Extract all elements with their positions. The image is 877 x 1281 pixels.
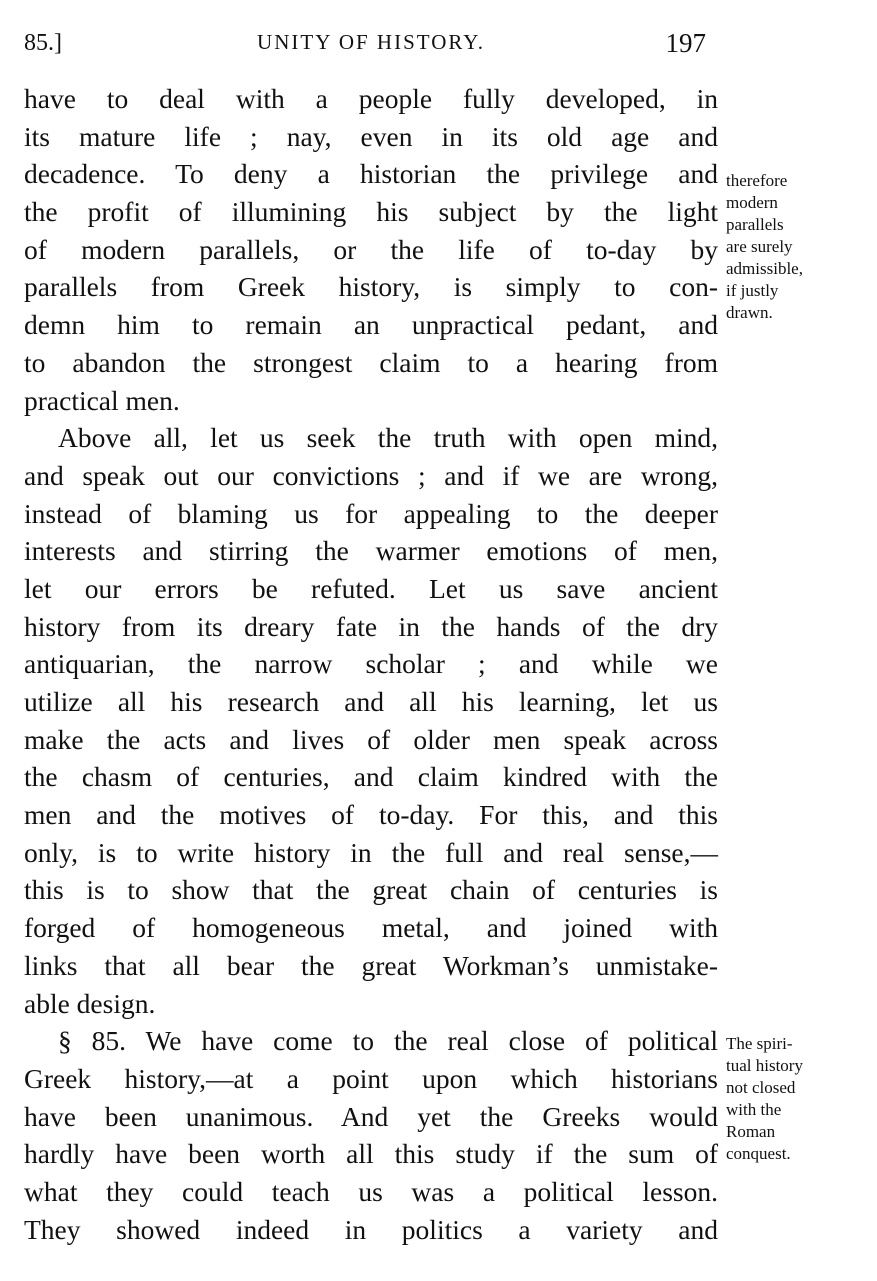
section-marker: 85.] [24,30,62,56]
text-line: practical men. [24,384,180,416]
margin-note-line: not closed [726,1078,796,1097]
text-line: history from its dreary fate in the hands of the dry [24,610,718,642]
text-line: only, is to write history in the full and real sense,— [24,836,718,868]
text-line: and speak out our convictions ; and if we are wrong, [24,459,718,491]
text-line: instead of blaming us for appealing to the deeper [24,497,718,529]
text-line: make the acts and lives of older men speak across [24,723,718,755]
text-line: links that all bear the great Workman’s unmistake- [24,949,718,981]
page-number: 197 [665,28,706,58]
section-start-line: § 85. We have come to the real close of political [58,1025,718,1057]
margin-note-line: parallels [726,215,784,234]
margin-note-line: therefore [726,171,788,190]
text-line: decadence. To deny a historian the privilege and [24,158,718,190]
text-line: have to deal with a people fully developed, in [24,83,718,114]
text-line: its mature life ; nay, even in its old age and [24,120,718,152]
text-line: to abandon the strongest claim to a hearing from [24,346,718,378]
margin-note-parallels [726,170,866,324]
text-line: the chasm of centuries, and claim kindred with the [24,761,718,793]
text-line: what they could teach us was a political lesson. [24,1175,718,1207]
text-line: of modern parallels, or the life of to-day by [24,233,718,265]
text-line: interests and stirring the warmer emotions of men, [24,535,718,567]
text-line: demn him to remain an unpractical pedant, and [24,309,718,341]
text-line: let our errors be refuted. Let us save ancient [24,572,718,604]
margin-note-line: The spiri- [726,1034,793,1053]
running-title: UNITY OF HISTORY. [257,30,485,54]
text-line: this is to show that the great chain of centuries is [24,874,718,906]
main-text [24,80,718,1248]
margin-note-line: Roman [726,1122,776,1141]
margin-note-line: admissible, [726,259,803,278]
text-line: have been unanimous. And yet the Greeks would [24,1100,718,1132]
margin-note-line: conquest. [726,1144,791,1163]
text-line: hardly have been worth all this study if the sum of [24,1138,718,1170]
margin-note-spiritual-history [726,1033,866,1165]
paragraph-start-line: Above all, let us seek the truth with open mind, [58,422,718,454]
margin-note-line: are surely [726,237,793,256]
text-line: men and the motives of to-day. For this, and this [24,799,718,831]
text-line: forged of homogeneous metal, and joined with [24,912,718,944]
text-line: They showed indeed in politics a variety and [24,1213,718,1245]
margin-note-line: drawn. [726,303,773,322]
text-line: parallels from Greek history, is simply to con- [24,271,718,303]
margin-note-line: with the [726,1100,782,1119]
running-header [24,26,718,62]
text-line: antiquarian, the narrow scholar ; and while we [24,648,718,680]
margin-note-line: if justly [726,281,779,300]
text-line: the profit of illumining his subject by the light [24,196,718,228]
margin-note-line: modern [726,193,778,212]
margin-note-line: tual history [726,1056,803,1075]
text-line: Greek history,—at a point upon which historians [24,1062,718,1094]
text-line: utilize all his research and all his learning, let us [24,686,718,717]
text-line: able design. [24,987,156,1019]
